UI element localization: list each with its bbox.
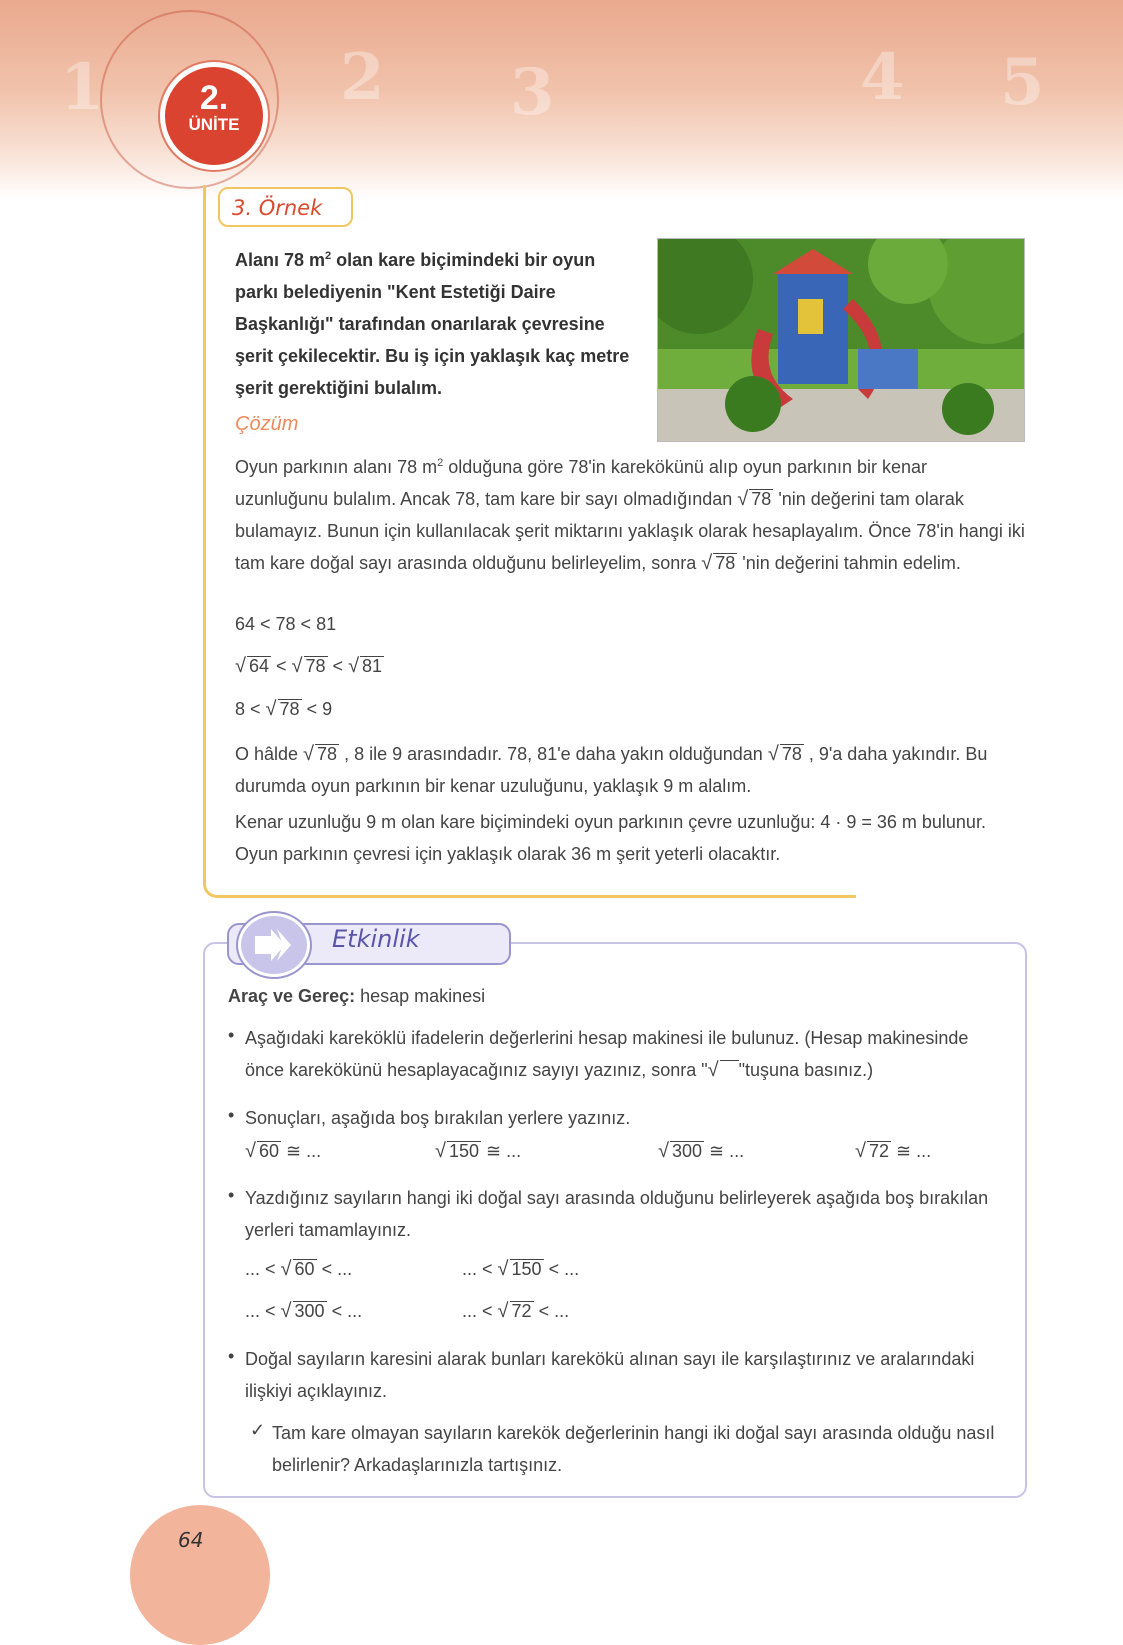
- bullet-dot: •: [228, 1185, 235, 1205]
- range-item: ... < √ 300 < ...: [245, 1300, 363, 1322]
- decor-digit: 5: [1000, 45, 1045, 120]
- approx-item: √ 60 ≅ ...: [245, 1140, 322, 1162]
- bullet-dot: •: [228, 1105, 235, 1125]
- playground-photo: [657, 238, 1025, 442]
- tools-line: Araç ve Gereç: hesap makinesi: [228, 986, 486, 1006]
- problem-text: Alanı 78 $m^2$ olan kare biçimindeki bir oyun parkı belediyenin "Kent Estetiği Daire Başkanlığı" tarafından onarılarak çevresine şerit çekilecektir. Bu iş için yaklaşık kaç metre şerit gerektiğini bulalım.: [235, 250, 630, 398]
- inequality-1: 64 < 78 < 81: [235, 614, 337, 634]
- activity-bullet-2: Sonuçları, aşağıda boş bırakılan yerlere yazınız.: [245, 1108, 631, 1128]
- unit-label: ÜNİTE: [188, 115, 240, 134]
- bullet-dot: •: [228, 1346, 235, 1366]
- activity-arrow-icon: [238, 913, 310, 977]
- unit-number: 2.: [199, 79, 229, 117]
- unit-badge: [160, 62, 268, 170]
- solution-paragraph-2: O hâlde √ 78 , 8 ile 9 arasındadır. 78, 81'e daha yakın olduğundan √ 78 , 9'a daha yakındır. Bu durumda oyun parkının bir kenar uzuluğunu, yaklaşık 9 m alalım.: [235, 743, 988, 796]
- range-item: ... < √ 60 < ...: [245, 1258, 353, 1280]
- activity-title: Etkinlik: [332, 925, 420, 953]
- solution-paragraph-3: Kenar uzunluğu 9 m olan kare biçimindeki oyun parkının çevre uzunluğu: 4 · 9 = 36 m bulunur. Oyun parkının çevresi için yaklaşık olarak 36 m şerit yeterli olacaktır.: [235, 812, 986, 864]
- bullet-dot: •: [228, 1025, 235, 1045]
- discussion-question: Tam kare olmayan sayıların karekök değerlerinin hangi iki doğal sayı arasında olduğu nasıl belirlenir? Arkadaşlarınızla tartışınız.: [272, 1423, 995, 1475]
- decor-digit: 4: [860, 40, 905, 115]
- check-icon: ✓: [250, 1420, 266, 1440]
- activity-bullet-3: Yazdığınız sayıların hangi iki doğal sayı arasında olduğunu belirleyerek aşağıda boş bırakılan yerleri tamamlayınız.: [245, 1188, 989, 1240]
- decor-digit: 3: [510, 55, 555, 130]
- activity-bullet-1: Aşağıdaki kareköklü ifadelerin değerlerini hesap makinesi ile bulunuz. (Hesap makinesinde önce karekökünü hesaplayacağınız sayıyı yazınız, sonra "√ "tuşuna basınız.): [245, 1028, 969, 1081]
- page-number: 64: [178, 1528, 204, 1552]
- range-item: ... < √ 150 < ...: [462, 1258, 580, 1280]
- decor-digit: 1: [60, 50, 105, 125]
- page-number-circle: [130, 1505, 270, 1645]
- solution-label: Çözüm: [235, 413, 299, 435]
- range-item: ... < √ 72 < ...: [462, 1300, 570, 1322]
- inequality-3: 8 < √ 78 < 9: [235, 698, 333, 720]
- decor-digit: 2: [340, 40, 385, 115]
- solution-paragraph-1: Oyun parkının alanı 78 $m^2$ olduğuna göre 78'in karekökünü alıp oyun parkının bir kenar uzunluğunu bulalım. Ancak 78, tam kare bir sayı olmadığından √ 78 'nin değerini tam olarak bulamayız. Bunun için kullanılacak şerit miktarını yaklaşık olarak hesaplayalım. Önce 78'in hangi iki tam kare doğal sayı arasında olduğunu belirleyelim, sonra √ 78 'nin değerini tahmin edelim.: [235, 457, 1025, 574]
- approx-item: √ 150 ≅ ...: [435, 1140, 522, 1162]
- approx-item: √ 72 ≅ ...: [855, 1140, 932, 1162]
- example-tag: 3. Örnek: [218, 187, 353, 227]
- inequality-2: √ 64 < √ 78 < √ 81: [235, 655, 383, 677]
- activity-bullet-4: Doğal sayıların karesini alarak bunları karekökü alınan sayı ile karşılaştırınız ve aralarındaki ilişkiyi açıklayınız.: [245, 1349, 975, 1401]
- approx-item: √ 300 ≅ ...: [658, 1140, 745, 1162]
